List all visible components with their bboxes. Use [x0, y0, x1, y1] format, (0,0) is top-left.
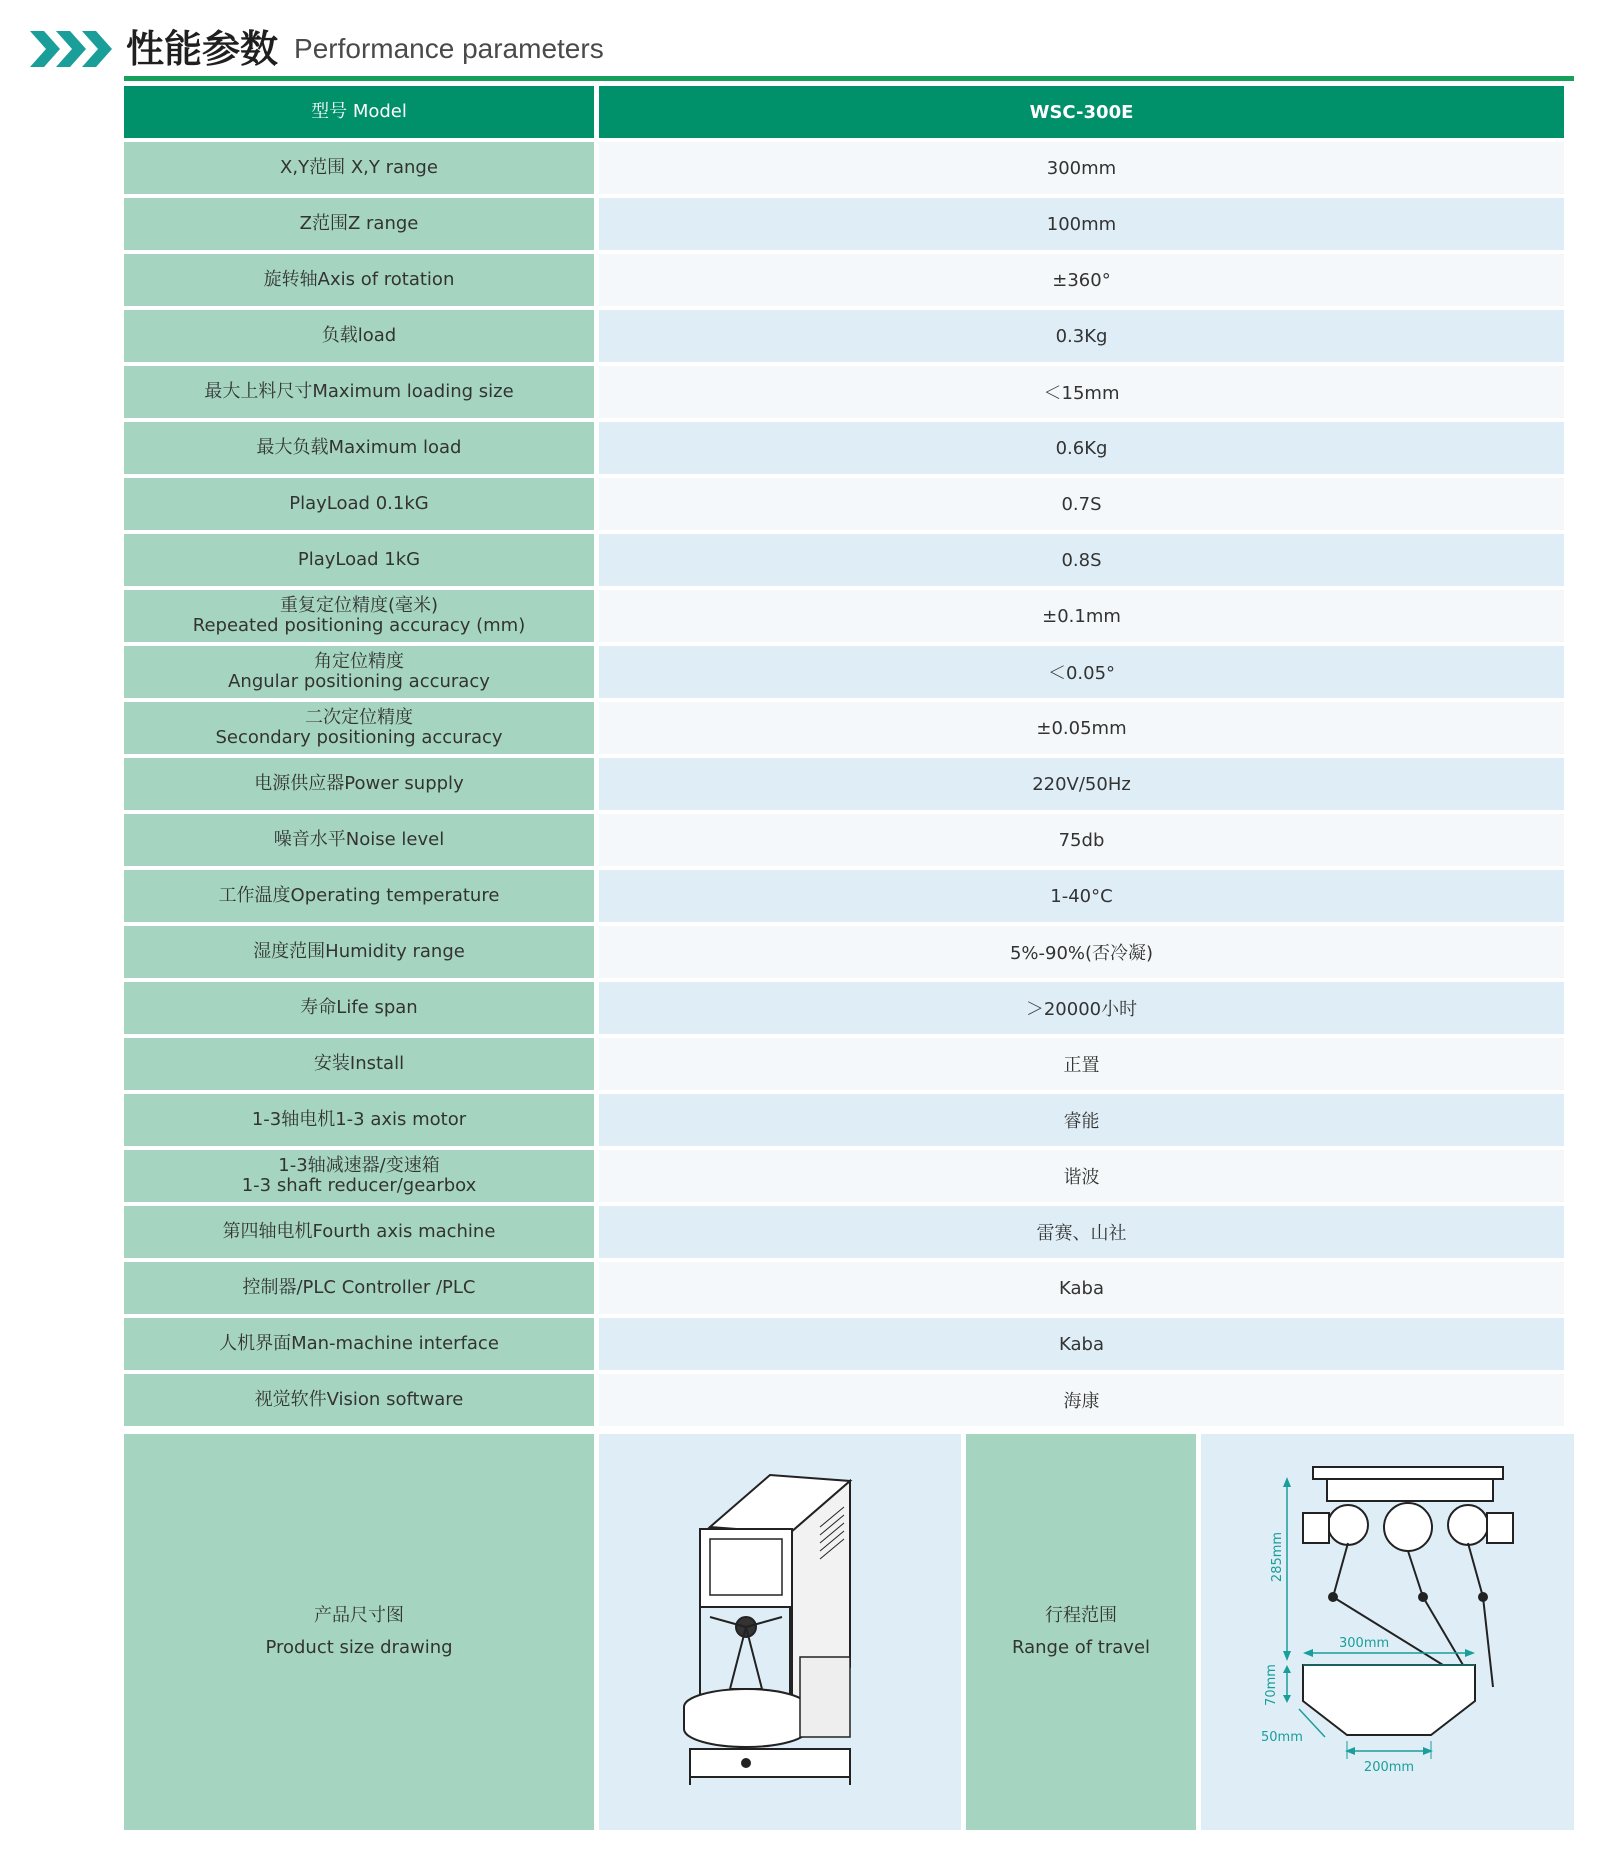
table-row [124, 702, 1564, 754]
row-value: ±0.05mm [599, 702, 1564, 754]
row-value: 100mm [599, 198, 1564, 250]
row-label-primary: 第四轴电机Fourth axis machine [222, 1221, 496, 1242]
row-value: Kaba [599, 1318, 1564, 1370]
row-value: 0.3Kg [599, 310, 1564, 362]
row-label [124, 1094, 594, 1146]
travel-range-drawing [1201, 1434, 1574, 1830]
row-label [124, 1318, 594, 1370]
table-row [124, 982, 1564, 1034]
row-label [124, 926, 594, 978]
row-label-secondary: Secondary positioning accuracy [215, 727, 503, 748]
row-value: 0.8S [599, 534, 1564, 586]
header-label-model: 型号 Model [124, 86, 594, 138]
product-size-label-en: Product size drawing [265, 1637, 453, 1658]
row-label-secondary: Angular positioning accuracy [228, 671, 490, 692]
section-header [30, 22, 604, 72]
row-label [124, 590, 594, 642]
page-title-en: Performance parameters [294, 33, 604, 64]
row-label [124, 534, 594, 586]
row-label-primary: 视觉软件Vision software [254, 1389, 464, 1410]
table-row [124, 534, 1564, 586]
row-value: 0.6Kg [599, 422, 1564, 474]
row-value: 75db [599, 814, 1564, 866]
product-size-label-cn: 产品尺寸图 [314, 1605, 404, 1626]
table-row [124, 870, 1564, 922]
row-value: 5%-90%(否冷凝) [599, 926, 1564, 978]
row-value: Kaba [599, 1262, 1564, 1314]
row-label [124, 478, 594, 530]
dim-base: 200mm [1363, 1760, 1414, 1775]
row-label-primary: 寿命Life span [300, 997, 418, 1018]
table-header-row [124, 86, 1564, 138]
dim-height-lower: 70mm [1263, 1664, 1279, 1706]
row-label [124, 310, 594, 362]
table-row [124, 926, 1564, 978]
row-label [124, 254, 594, 306]
row-label-primary: 安装Install [313, 1053, 405, 1074]
table-row [124, 1262, 1564, 1314]
row-label [124, 1150, 594, 1202]
dim-height-upper: 285mm [1269, 1531, 1285, 1583]
delta-robot-travel-diagram [1243, 1447, 1533, 1817]
row-value: 0.7S [599, 478, 1564, 530]
travel-range-label-en: Range of travel [1011, 1637, 1151, 1658]
table-row [124, 1150, 1564, 1202]
row-value: 正置 [599, 1038, 1564, 1090]
row-label-primary: 角定位精度 [314, 651, 404, 672]
table-row [124, 310, 1564, 362]
row-label [124, 1374, 594, 1426]
table-row [124, 646, 1564, 698]
table-row [124, 422, 1564, 474]
row-value: 220V/50Hz [599, 758, 1564, 810]
table-row [124, 814, 1564, 866]
dim-offset: 50mm [1260, 1730, 1303, 1745]
row-label-primary: 1-3轴减速器/变速箱 [278, 1155, 440, 1176]
row-label [124, 982, 594, 1034]
row-value: 睿能 [599, 1094, 1564, 1146]
row-label-primary: 1-3轴电机1-3 axis motor [251, 1109, 467, 1130]
table-row [124, 142, 1564, 194]
row-value: 1-40°C [599, 870, 1564, 922]
table-row [124, 1094, 1564, 1146]
row-label-primary: 重复定位精度(毫米) [279, 595, 439, 616]
row-value: 300mm [599, 142, 1564, 194]
row-label-primary: 最大上料尺寸Maximum loading size [204, 381, 514, 402]
row-label-primary: 最大负载Maximum load [256, 437, 462, 458]
header-value-model: WSC-300E [599, 86, 1564, 138]
table-row [124, 758, 1564, 810]
table-row [124, 590, 1564, 642]
table-row [124, 366, 1564, 418]
row-label [124, 646, 594, 698]
row-value: ＜0.05° [599, 646, 1564, 698]
table-row [124, 198, 1564, 250]
table-row [124, 1318, 1564, 1370]
row-label-primary: 二次定位精度 [305, 707, 413, 728]
row-label [124, 870, 594, 922]
table-row [124, 1374, 1564, 1426]
row-value: ＜15mm [599, 366, 1564, 418]
travel-range-label-cell [966, 1434, 1196, 1830]
header-divider [124, 76, 1574, 81]
row-label [124, 1038, 594, 1090]
row-value: 雷赛、山社 [599, 1206, 1564, 1258]
row-label [124, 142, 594, 194]
row-value: ＞20000小时 [599, 982, 1564, 1034]
robot-enclosure-drawing-icon [670, 1467, 890, 1797]
row-label-primary: 噪音水平Noise level [273, 829, 445, 850]
row-label [124, 422, 594, 474]
row-label [124, 758, 594, 810]
row-value: ±360° [599, 254, 1564, 306]
dim-reach: 300mm [1338, 1636, 1389, 1651]
row-label [124, 366, 594, 418]
spec-table [119, 82, 1569, 1430]
row-label-primary: X,Y范围 X,Y range [280, 157, 438, 178]
travel-range-label-cn: 行程范围 [1045, 1605, 1117, 1626]
table-row [124, 1038, 1564, 1090]
row-label-primary: Z范围Z range [299, 213, 419, 234]
table-row [124, 1206, 1564, 1258]
product-size-label-cell [124, 1434, 594, 1830]
row-label-primary: 人机界面Man-machine interface [219, 1333, 499, 1354]
row-label-primary: 负载load [321, 325, 397, 346]
row-label-primary: 控制器/PLC Controller /PLC [242, 1277, 476, 1298]
row-label-primary: 工作温度Operating temperature [218, 885, 500, 906]
row-label-primary: PlayLoad 0.1kG [289, 493, 429, 514]
row-label [124, 1262, 594, 1314]
row-value: 海康 [599, 1374, 1564, 1426]
page-title-cn: 性能参数 [126, 27, 279, 71]
row-label [124, 1206, 594, 1258]
row-label-primary: PlayLoad 1kG [297, 549, 421, 570]
table-row [124, 478, 1564, 530]
row-label-primary: 旋转轴Axis of rotation [263, 269, 455, 290]
row-label-primary: 湿度范围Humidity range [253, 941, 465, 962]
row-label-secondary: Repeated positioning accuracy (mm) [192, 615, 526, 636]
chevron-arrows-icon [30, 26, 116, 72]
row-label-primary: 电源供应器Power supply [254, 773, 464, 794]
row-label-secondary: 1-3 shaft reducer/gearbox [241, 1175, 477, 1196]
row-value: 谐波 [599, 1150, 1564, 1202]
row-label [124, 814, 594, 866]
table-row [124, 254, 1564, 306]
row-value: ±0.1mm [599, 590, 1564, 642]
row-label [124, 198, 594, 250]
drawings-row [124, 1434, 1574, 1830]
row-label [124, 702, 594, 754]
product-size-drawing [599, 1434, 961, 1830]
